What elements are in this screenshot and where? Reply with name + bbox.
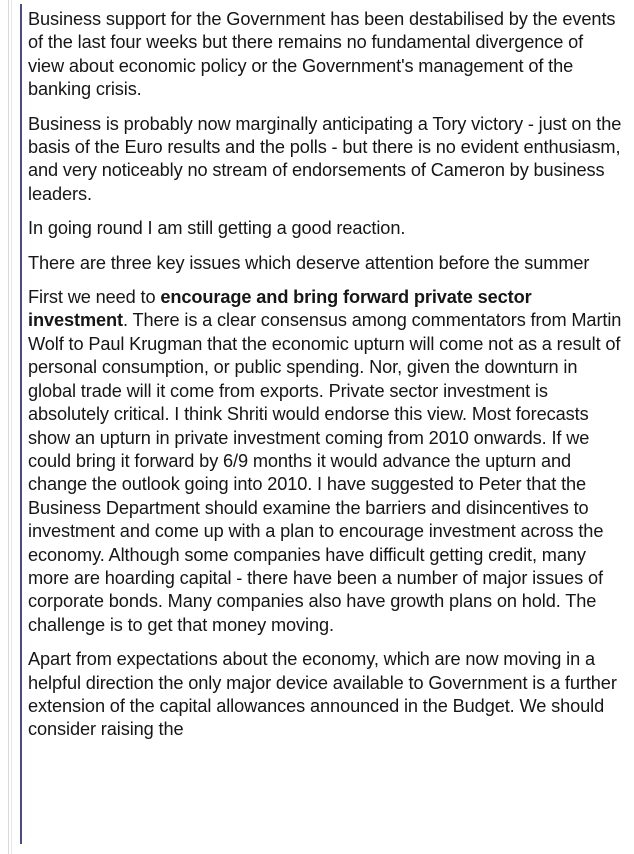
paragraph-5-rest: . There is a clear consensus among commentators from Martin Wolf to Paul Krugman that the economic upturn will come not as a result of personal consumption, or public spending. Nor, given the downturn in global trade will it come from exports. Private sector investment is absolutely critical. I think Shriti would endorse this view. Most forecasts show an upturn in private investment coming from 2010 onwards. If we could bring it forward by 6/9 months it would advance the upturn and change the outlook going into 2010. I have suggested to Peter that the Business Department should examine the barriers and disincentives to investment and come up with a plan to encourage investment across the economy. Although some companies have difficult getting credit, many more are hoarding capital - there have been a number of major issues of corporate bonds. Many companies also have growth plans on hold. The challenge is to get that money moving. bbox=[28, 310, 622, 635]
paragraph-4: There are three key issues which deserve attention before the summer bbox=[28, 252, 590, 273]
scan-edge-rule-secondary bbox=[11, 0, 12, 854]
paragraph-5 bbox=[28, 286, 623, 637]
scan-edge-rule bbox=[8, 0, 9, 854]
paragraph-5-lead: First we need to bbox=[28, 287, 161, 308]
document-body bbox=[28, 0, 623, 742]
change-bar-rule bbox=[20, 4, 22, 844]
paragraph-2: Business is probably now marginally anticipating a Tory victory - just on the basis of the Euro results and the polls - but there is no evident enthusiasm, and very noticeably no stream of endorsements of Cameron by business leaders. bbox=[28, 113, 622, 204]
paragraph-5-emphasis: encourage and bring forward private sector investment bbox=[28, 287, 532, 331]
paragraph-6: Apart from expectations about the economy, which are now moving in a helpful direction the only major device available to Government is a further extension of the capital allowances announced in the Budget. We should consider raising the bbox=[28, 649, 617, 740]
paragraph-1: Business support for the Government has been destabilised by the events of the last four weeks but there remains no fundamental divergence of view about economic policy or the Government's management of the banking crisis. bbox=[28, 9, 616, 100]
paragraph-3: In going round I am still getting a good reaction. bbox=[28, 218, 406, 239]
